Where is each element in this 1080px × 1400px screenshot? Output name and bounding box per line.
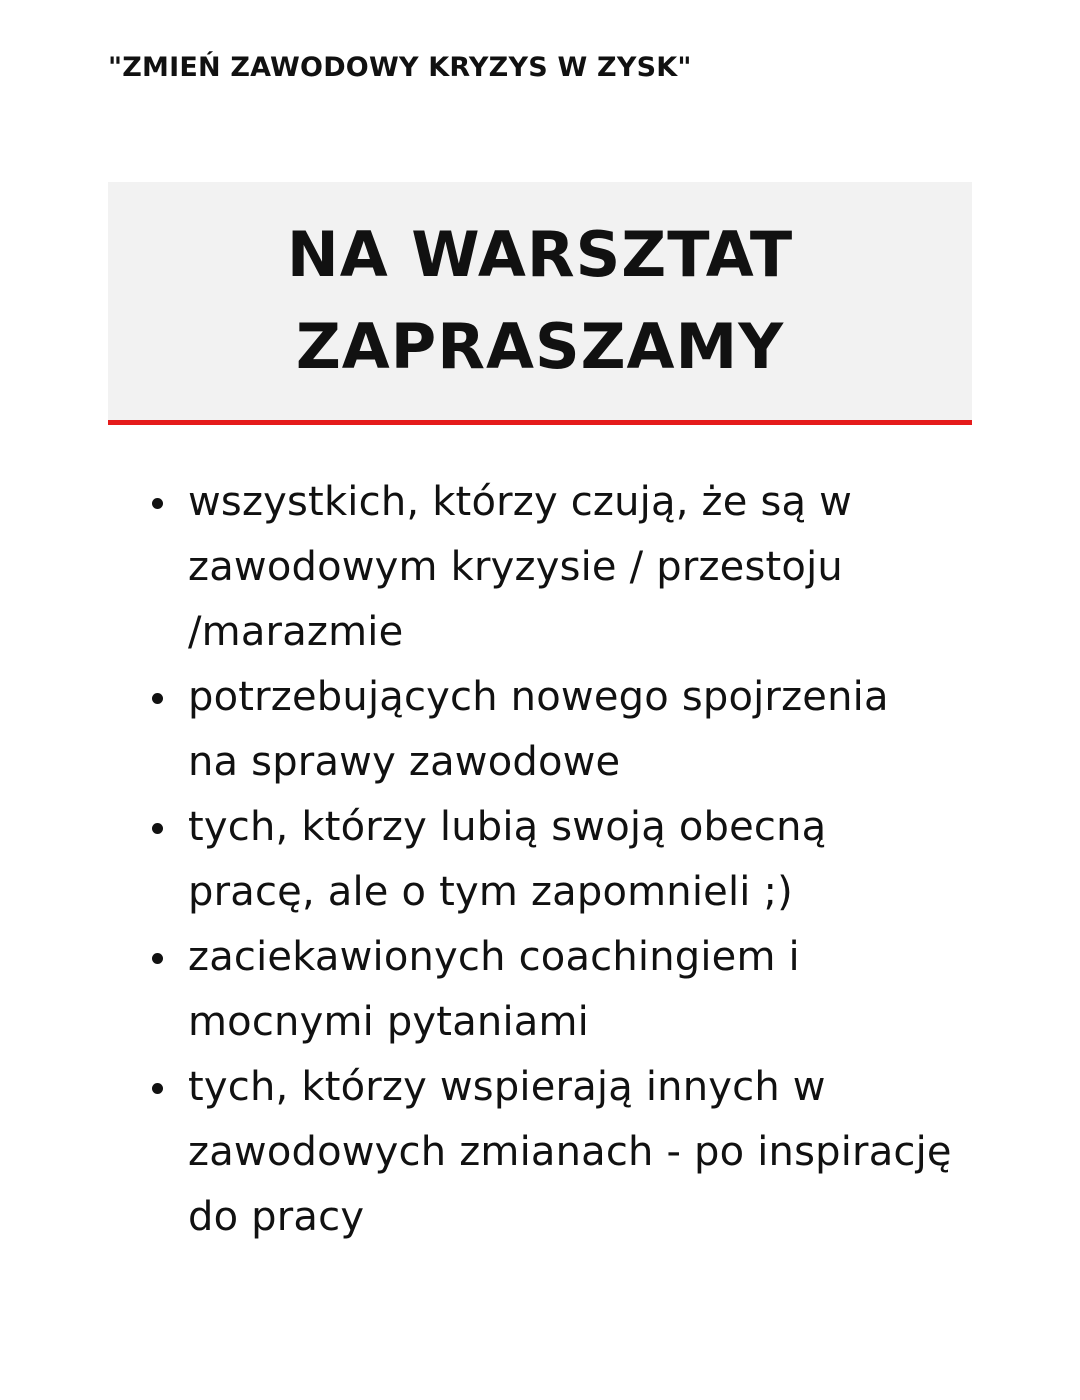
list-item-line: do pracy [188, 1194, 365, 1240]
list-item-line: mocnymi pytaniami [188, 999, 589, 1045]
list-item-line: pracę, ale o tym zapomnieli ;) [188, 869, 793, 915]
list-item-line: zawodowym kryzysie / przestoju [188, 544, 843, 590]
bullet-icon [152, 823, 163, 834]
headline-line-1: NA WARSZTAT [286, 218, 794, 291]
audience-list [188, 470, 988, 1250]
list-item [188, 925, 988, 1055]
list-item [188, 795, 988, 925]
list-item-line: potrzebujących nowego spojrzenia [188, 674, 889, 720]
page-title: "ZMIEŃ ZAWODOWY KRYZYS W ZYSK" [108, 52, 692, 83]
list-item [188, 1055, 988, 1250]
list-item-line: wszystkich, którzy czują, że są w [188, 479, 853, 525]
list-item-line: /marazmie [188, 609, 404, 655]
list-item-line: zaciekawionych coachingiem i [188, 934, 800, 980]
headline-box [108, 182, 972, 425]
bullet-icon [152, 953, 163, 964]
list-item [188, 665, 988, 795]
bullet-icon [152, 1083, 163, 1094]
bullet-icon [152, 498, 163, 509]
list-item-line: tych, którzy lubią swoją obecną [188, 804, 827, 850]
list-item-line: zawodowych zmianach - po inspirację [188, 1129, 952, 1175]
list-item [188, 470, 988, 665]
bullet-icon [152, 693, 163, 704]
list-item-line: na sprawy zawodowe [188, 739, 621, 785]
list-item-line: tych, którzy wspierają innych w [188, 1064, 826, 1110]
headline-line-2: ZAPRASZAMY [295, 310, 785, 383]
